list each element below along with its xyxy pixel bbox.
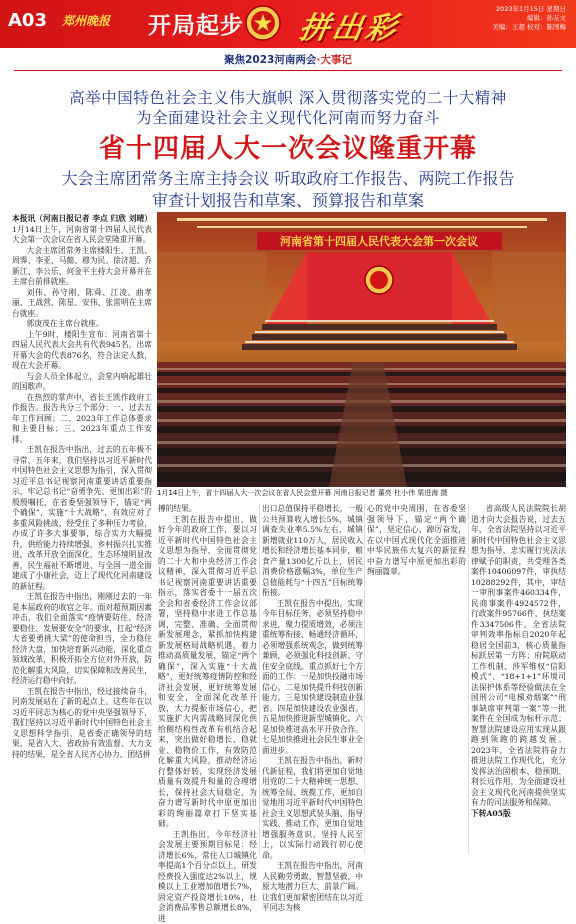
article-column-1 — [12, 214, 152, 860]
article-column-5 — [471, 504, 566, 860]
article-paragraph: 本报讯（河南日报记者 李点 归欣 刘晴）1月14日上午，河南省第十四届人民代表大会第一次会议在省人民会堂隆重开幕。 — [12, 214, 152, 246]
article-paragraph: 王凯指出，今年经济社会发展主要预期目标是：经济增长6%，常住人口城镇化率提高1个百分点以上，研发经费投入强度达2%以上，规模以上工业增加值增长7%，固定资产投资增长10%，社会消费品零售总额增长8%，进 — [158, 830, 257, 924]
hall-banner-text: 河南省第十四届人民代表大会第一次会议 — [280, 234, 478, 248]
column-rule — [259, 504, 260, 854]
column-slogan-left: 开局起步 — [148, 7, 244, 40]
photo-caption: 1月14日上午，省十四届人大一次会议在省人民会堂开幕 河南日报记者 董亮 杜小伟 栗进海 摄 — [157, 488, 566, 500]
article-paragraph: 出口总值保持平稳增长，一般公共预算收入增长5%，城镇调查失业率5.5%左右，城镇新增就业110万人，居民收入增长和经济增长基本同步，粮食产量1300亿斤以上，居民消费价格涨幅3%，单位生产总值能耗与“十四五”目标统筹衔接。 — [262, 504, 363, 599]
design-credit: 美编：王超 校对：陈国梅 — [492, 23, 566, 32]
column-rule — [364, 504, 365, 854]
article-paragraph: 上午9时，楼阳生宣布：河南省第十四届人民代表大会共有代表945名，出席开幕大会的代表876名，符合法定人数，现在大会开幕。 — [12, 330, 152, 372]
topic-dot: · — [316, 54, 320, 66]
article-paragraph: 在热烈的掌声中，省长王凯作政府工作报告。报告共分三个部分：一、过去五年工作回顾；二、2023年工作总体要求和主要目标；三、2023年重点工作安排。 — [12, 393, 152, 446]
article-paragraph: 与会人员全体起立，会堂内响起雄壮的国歌声。 — [12, 372, 152, 393]
article-paragraph: 王凯在报告中提出，做好今年的政府工作，要以习近平新时代中国特色社会主义思想为指导，全面贯彻党的二十大和中央经济工作会议精神，深入贯彻习近平总书记视察河南重要讲话重要指示，落实省委十一届五次全会和省委经济工作会议部署，坚持稳中求进工作总基调，完整、准确、全面贯彻新发展理念，紧抓加快构建新发展格局战略机遇，着力推动高质量发展，锚定“两个确保”，深入实施“十大战略”，更好统筹疫情防控和经济社会发展，更好统筹发展和安全，全面深化改革开放，大力提振市场信心，把实施扩大内需战略同深化供给侧结构性改革有机结合起来，突出做好稳增长、稳就业、稳物价工作，有效防范化解重大风险，推动经济运行整体好转，实现经济发展质量有效提升和量的合理增长，保持社会大局稳定，为奋力谱写新时代中原更加出彩的绚丽篇章打下坚实基础。 — [158, 515, 257, 830]
topic-tag: 大事记 — [320, 54, 352, 66]
byline: 本报讯（河南日报记者 李点 归欣 刘晴） — [12, 214, 152, 223]
article-paragraph: 郭庚茂在主席台就座。 — [12, 319, 152, 330]
topic-bar — [0, 52, 576, 70]
article-paragraph: 大会主席团常务主席楼阳生、王凯、周霁、李亚、马懿、穆为民、徐济超、乔新江、李公乐、何金平主持大会开幕并在主席台前排就座。 — [12, 246, 152, 288]
article-paragraph: 心的党中央周围，在省委坚强领导下，锚定“两个确保”，坚定信心、踔厉奋发，在以中国式现代化全面推进中华民族伟大复兴的新征程中奋力谱写中原更加出彩的绚丽篇章。 — [367, 504, 466, 578]
paper-name-logo: 郑州晚报 — [62, 12, 110, 29]
article-column-2 — [158, 504, 257, 860]
assembly-hall-illustration — [157, 212, 566, 487]
headline-kicker-2: 为全面建设社会主义现代化河南而努力奋斗 — [0, 106, 576, 128]
masthead-meta — [492, 5, 566, 32]
editor-credit: 编辑：孙友文 — [492, 14, 566, 23]
article-paragraph: 省高级人民法院院长胡道才向大会报告说，过去五年，全省法院坚持以习近平新时代中国特色社会主义思想为指导，忠实履行宪法法律赋予的职责，共受理各类案件10406097件，审执结10288292件，其中，审结一审刑事案件460334件，民商事案件4924572件，行政案件95766件，执结案件3347506件。全省法院审判效率指标自2020年起稳居全国前3，核心质量指标跃居第一方阵；府院联动工作机制、涉军维权“信阳模式”、“18+1+1”环境司法保护体系等经验做法在全国刑公司“电梯劝烟案”“刑事缺席审判第一案”等一批案件在全国成为标杆示范；智慧法院建设应用实现从跟跑到领跑的跨越发展。2023年，全省法院将奋力推进法院工作现代化，充分发挥法治固根本、稳预期、利长远作用，为全面建设社会主义现代化河南提供坚实有力的司法服务和保障。 — [471, 504, 566, 809]
subheadline-1: 大会主席团常务主席主持会议 听取政府工作报告、两院工作报告 — [0, 166, 576, 189]
page-number: A03 — [8, 10, 47, 31]
article-paragraph: 王凯在报告中指出，经过接续奋斗，河南发展站在了新的起点上。这些年在以习近平同志为核心的党中央坚强领导下，我们坚持以习近平新时代中国特色社会主义思想科学指引，是省委正确领导的结果，是省人大、省政协有效监督、大力支持的结果，是全省人民齐心协力、团结拼 — [12, 687, 152, 761]
article-column-3 — [262, 504, 363, 860]
column-rule — [468, 504, 469, 854]
issue-date: 2023年1月15日 星期日 — [492, 5, 566, 14]
article-paragraph: 王凯在报告中指出，刚刚过去的一年是本届政府的收官之年。面对超预期因素冲击，我们全面落实“疫情要防住、经济要稳住、发展要安全”的要求，扛起“经济大省要勇挑大梁”的使命担当，全力稳住经济大盘，加快培育新兴动能，深化重点领域改革，积极开拓全方位对外开放，防范化解重大风险，切实保障和改善民生，经济运行稳中向好。 — [12, 592, 152, 687]
subheadline-2: 审查计划报告和草案、预算报告和草案 — [0, 188, 576, 211]
article-paragraph: 王凯在报告中指出，过去的五年极不寻常、五年来，我们坚持以习近平新时代中国特色社会主义思想为指引，深入贯彻习近平总书记视察河南重要讲话重要指示，牢记总书记“奋勇争先、更加出彩”的殷殷嘱托，在省委坚强领导下，锚定“两个确保”，实施“十大战略”，有效应对了多重风险挑战，经受住了多种压力考验，办成了许多大事要事，综合实力大幅提升，供给能力持续增强，乡村振兴扎实推进，改革开放全面深化，生态环境明显改善，民生福祉不断增进，与全国一道全面建成了小康社会，迈上了现代化河南建设的新征程。 — [12, 445, 152, 592]
article-paragraph: 王凯在报告中指出，新时代新征程，我们将更加自觉地用党的二十大精神统一思想、统筹全局、统揽工作，更加自觉地用习近平新时代中国特色社会主义思想武装头脑、指导实践、推动工作，更加自觉地增强服务意识，坚持人民至上，以实际行动践行初心使命。 — [262, 756, 363, 861]
main-headline: 省十四届人大一次会议隆重开幕 — [0, 128, 576, 165]
jump-line[interactable]: 下转A05版 — [471, 809, 566, 820]
headline-kicker-1: 高举中国特色社会主义伟大旗帜 深入贯彻落实党的二十大精神 — [0, 86, 576, 108]
topic-divider — [14, 70, 562, 71]
article-paragraph: 刘伟、孙守刚、陈舜、江凌、曲孝丽、王战营、陈星、安伟、张雷明在主席台就座。 — [12, 288, 152, 320]
column-slogan-right: 拼出彩 — [296, 3, 403, 47]
topic-label: 聚焦2023河南两会 — [224, 54, 316, 66]
masthead — [0, 0, 576, 48]
assembly-hall-photo — [157, 212, 566, 487]
emblem-icon — [245, 5, 281, 41]
article-paragraph: 王凯在报告中提出，实现今年目标任务，必须坚持稳中求进，聚力提质增效，必须注重统筹衔接、畅通经济循环，必须增强系统观念，做到统筹兼顾，必须强化科技创新、守住安全底线。重点抓好七个方面的工作：一是加快投融市场信心。二是加快提升科技创新能力。三是加快建设制造业强省。四是加快建设农业强省。五是加快推进新型城镇化。六是加快推进高水平开放合作。七是加快推进社会民生事业全面进步。 — [262, 599, 363, 757]
article-paragraph: 王凯在报告中指出，河南人民勤劳勇敢、智慧坚毅，中原大地潜力巨大、前景广阔。让我们更加紧密团结在以习近平同志为核 — [262, 861, 363, 914]
article-paragraph: 搏的结果。 — [158, 504, 257, 515]
article-column-4 — [367, 504, 466, 860]
